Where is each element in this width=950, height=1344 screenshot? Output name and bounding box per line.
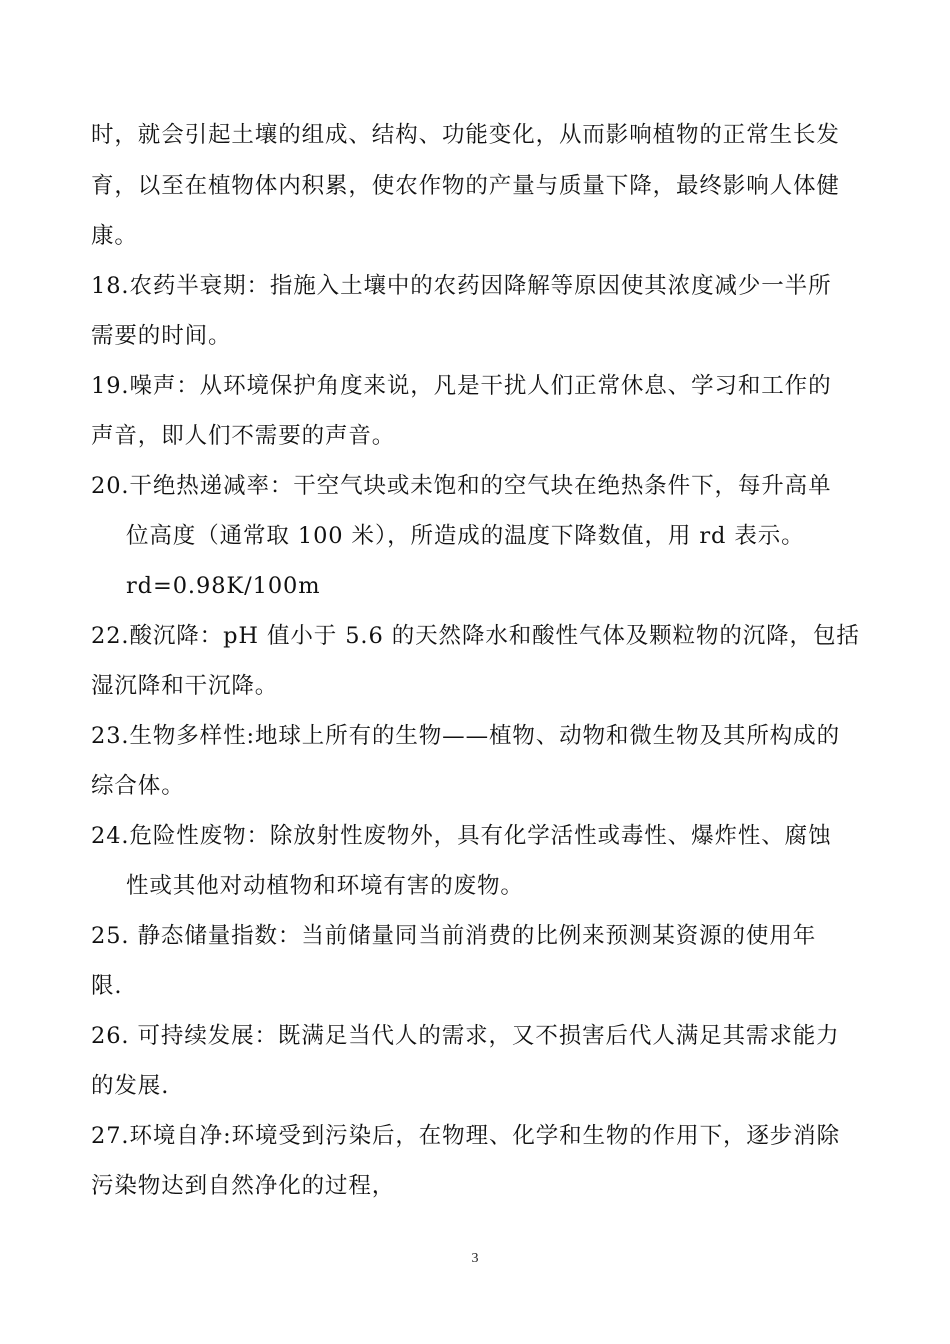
text-line: 湿沉降和干沉降。 xyxy=(91,673,279,699)
definition-27-line: 27.环境自净:环境受到污染后，在物理、化学和生物的作用下，逐步消除 xyxy=(91,1123,840,1149)
text-line: 位高度（通常取 100 米），所造成的温度下降数值，用 rd 表示。 xyxy=(126,523,805,549)
text-line: 需要的时间。 xyxy=(91,323,232,349)
definition-20-line: 20.干绝热递减率：干空气块或未饱和的空气块在绝热条件下，每升高单 xyxy=(91,473,832,499)
definition-26-line: 26. 可持续发展：既满足当代人的需求，又不损害后代人满足其需求能力 xyxy=(91,1023,840,1049)
text-line: 声音，即人们不需要的声音。 xyxy=(91,423,396,449)
definition-19-line: 19.噪声：从环境保护角度来说，凡是干扰人们正常休息、学习和工作的 xyxy=(91,373,832,399)
text-line: 限. xyxy=(91,973,123,999)
text-line: 综合体。 xyxy=(91,773,185,799)
definition-23-line: 23.生物多样性:地球上所有的生物——植物、动物和微生物及其所构成的 xyxy=(91,723,840,749)
definition-24-line: 24.危险性废物：除放射性废物外，具有化学活性或毒性、爆炸性、腐蚀 xyxy=(91,823,832,849)
definition-22-line: 22.酸沉降：pH 值小于 5.6 的天然降水和酸性气体及颗粒物的沉降，包括 xyxy=(91,623,860,649)
text-line: 时，就会引起土壤的组成、结构、功能变化，从而影响植物的正常生长发 xyxy=(91,122,840,148)
page-number: 3 xyxy=(471,1251,479,1266)
formula-line: rd=0.98K/100m xyxy=(126,573,321,599)
text-line: 性或其他对动植物和环境有害的废物。 xyxy=(126,873,524,899)
text-line: 的发展. xyxy=(91,1073,170,1099)
definition-25-line: 25. 静态储量指数：当前储量同当前消费的比例来预测某资源的使用年 xyxy=(91,923,817,949)
text-line: 污染物达到自然净化的过程， xyxy=(91,1173,396,1199)
text-line: 康。 xyxy=(91,223,138,249)
definition-18-line: 18.农药半衰期：指施入土壤中的农药因降解等原因使其浓度减少一半所 xyxy=(91,273,832,299)
text-line: 育，以至在植物体内积累，使农作物的产量与质量下降，最终影响人体健 xyxy=(91,173,840,199)
